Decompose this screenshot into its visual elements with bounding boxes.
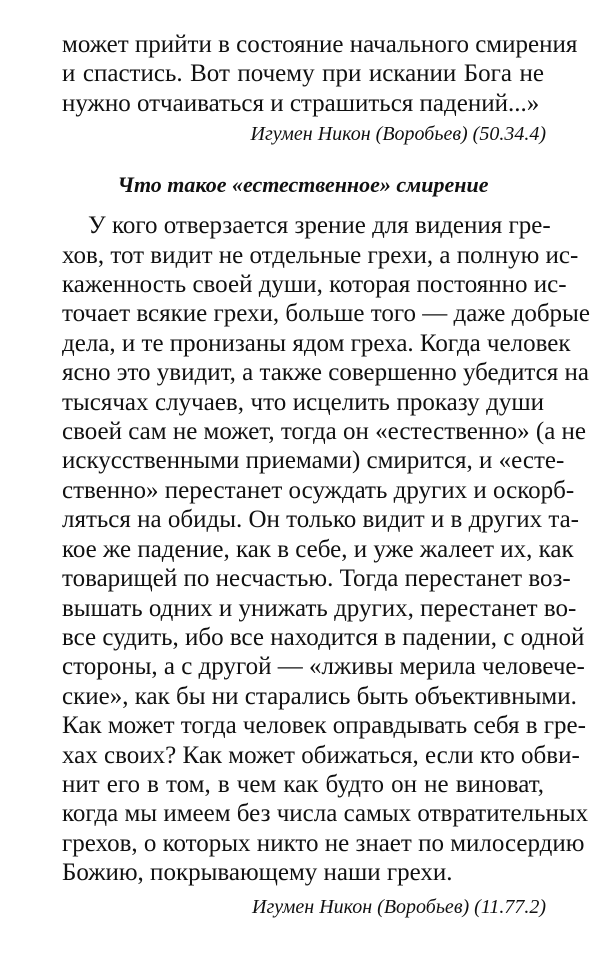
text-line: своей сам не может, тогда он «естественно» (а не xyxy=(62,418,587,446)
text-line: тысячах случаев, что исцелить проказу души xyxy=(62,388,544,416)
text-line: Как может тогда человек оправдывать себя в гре- xyxy=(62,712,586,740)
text-line: хах своих? Как может обижаться, если кто обви- xyxy=(62,741,580,769)
text-line: ственно» перестанет осуждать других и оскорб- xyxy=(62,476,575,504)
text-line: грехов, о которых никто не знает по милосердию xyxy=(62,829,585,857)
intro-attribution: Игумен Никон (Воробьев) (50.34.4) xyxy=(250,123,546,146)
text-line: все судить, ибо все находится в падении, с одной xyxy=(62,623,585,651)
text-line: когда мы имеем без числа самых отвратительных xyxy=(62,800,589,828)
text-line: и спастись. Вот почему при искании Бога не xyxy=(62,60,544,88)
section-attribution: Игумен Никон (Воробьев) (11.77.2) xyxy=(252,895,546,918)
text-line: каженность своей души, которая постоянно ис- xyxy=(62,271,567,299)
text-line: ясно это увидит, а также совершенно убедится на xyxy=(62,359,589,387)
text-line: товарищей по несчастью. Тогда перестанет воз- xyxy=(62,565,571,593)
book-page xyxy=(62,30,590,920)
text-line: хов, тот видит не отдельные грехи, а полную ис- xyxy=(62,241,579,269)
text-line: ские», как бы ни старались быть объективными. xyxy=(62,682,577,710)
text-line: вышать одних и унижать других, перестанет во- xyxy=(62,594,577,622)
section-paragraph xyxy=(62,211,590,887)
text-line: У кого отверзается зрение для видения гре- xyxy=(88,212,551,240)
text-line: искусственными приемами) смирится, и «есте- xyxy=(62,447,565,475)
text-line: точает всякие грехи, больше того — даже добрые xyxy=(62,300,590,328)
text-line: дела, и те пронизаны ядом греха. Когда человек xyxy=(62,329,571,357)
text-line: может прийти в состояние начального смирения xyxy=(62,31,578,58)
text-line: ляться на обиды. Он только видит и в других та- xyxy=(62,506,580,534)
text-line: Божию, покрывающему наши грехи. xyxy=(62,859,453,887)
section-heading: Что такое «естественное» смирение xyxy=(117,172,489,198)
text-line: нужно отчаиваться и страшиться падений...» xyxy=(62,89,540,117)
text-line: кое же падение, как в себе, и уже жалеет их, как xyxy=(62,535,574,563)
text-line: нит его в том, в чем как будто он не виноват, xyxy=(62,770,544,798)
intro-paragraph xyxy=(62,30,578,118)
text-line: стороны, а с другой — «лживы мерила человече- xyxy=(62,653,585,681)
